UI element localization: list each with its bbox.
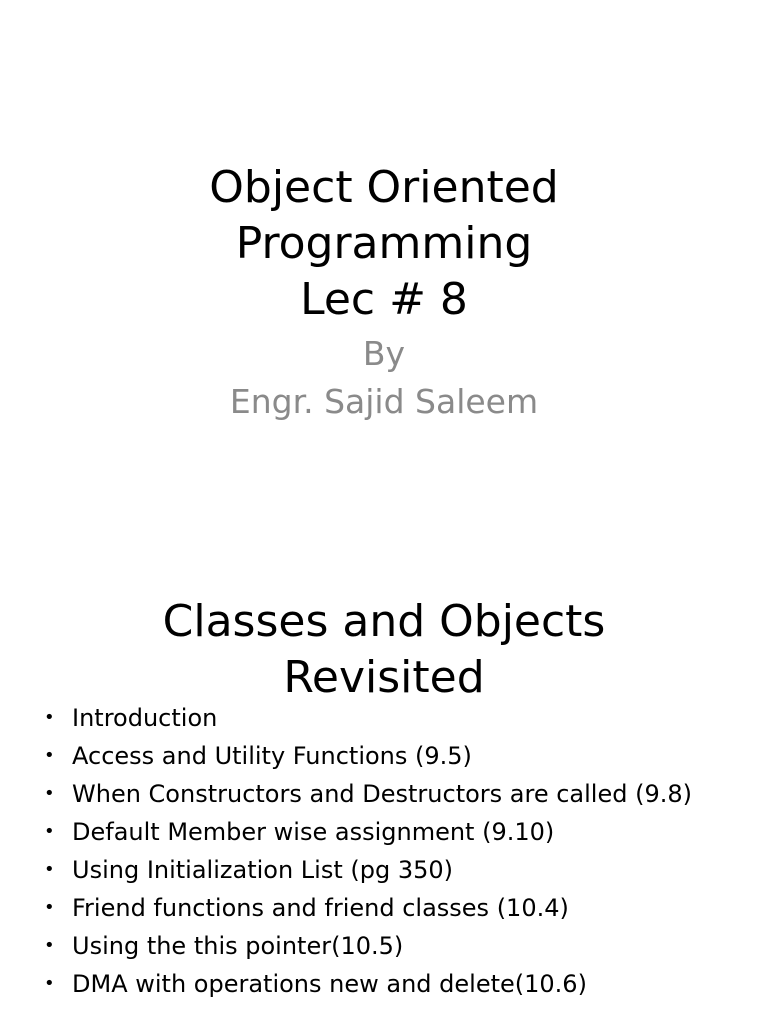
bullet-list [0,702,768,1006]
list-item [0,702,768,734]
bullet-icon: • [44,935,55,956]
bullet-icon: • [44,745,55,766]
list-item-text: Using the this pointer(10.5) [72,932,404,960]
bullet-icon: • [44,783,55,804]
list-item [0,740,768,772]
list-item [0,930,768,962]
bullet-icon: • [44,707,55,728]
slide-title [0,160,768,328]
bullet-icon: • [44,973,55,994]
list-item-text: Introduction [72,704,218,732]
bullet-icon: • [44,859,55,880]
list-item-text: Using Initialization List (pg 350) [72,856,454,884]
list-item-text: DMA with operations new and delete(10.6) [72,970,587,998]
list-item [0,968,768,1000]
bullet-icon: • [44,821,55,842]
title-line: Revisited [283,652,485,703]
title-line: Classes and Objects [162,596,606,647]
slide-title [0,594,768,706]
content-slide [0,512,768,1024]
subtitle-by: By [362,334,406,373]
bullet-icon: • [44,897,55,918]
list-item-text: Access and Utility Functions (9.5) [72,742,472,770]
subtitle-author: Engr. Sajid Saleem [229,382,539,421]
list-item [0,816,768,848]
title-line: Programming [235,218,533,269]
list-item-text: Friend functions and friend classes (10.4) [72,894,569,922]
title-line: Object Oriented [209,162,559,213]
list-item-text: When Constructors and Destructors are called (9.8) [72,780,692,808]
list-item-text: Default Member wise assignment (9.10) [72,818,555,846]
list-item [0,892,768,924]
list-item [0,778,768,810]
title-line: Lec # 8 [300,274,468,325]
list-item [0,854,768,886]
